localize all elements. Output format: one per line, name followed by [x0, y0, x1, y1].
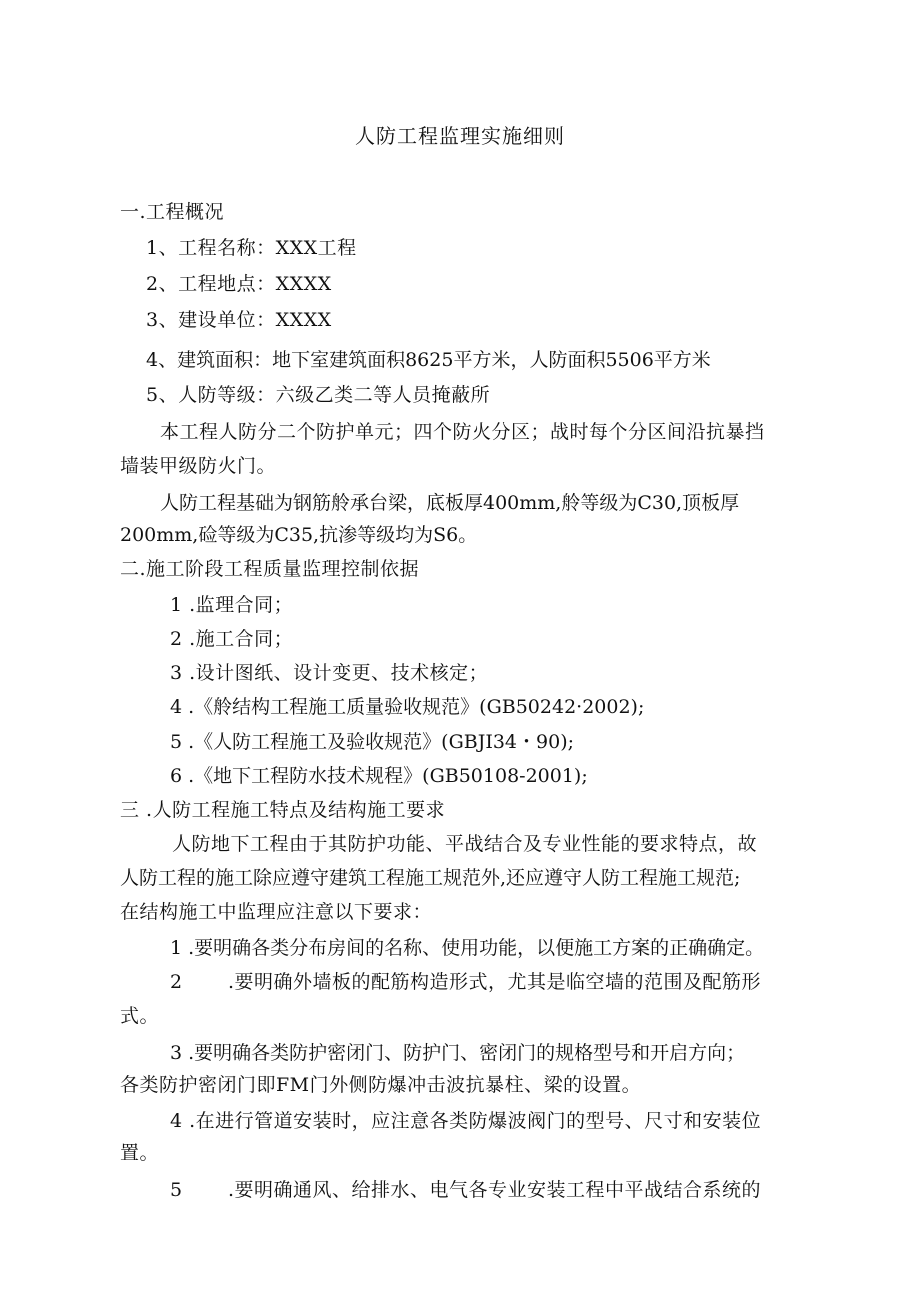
requirement-4-line1: 4 .在进行管道安装时，应注意各类防爆波阀门的型号、尺寸和安装位 [170, 1110, 762, 1132]
section-2-heading: 二.施工阶段工程质量监理控制依据 [120, 558, 420, 580]
section-3-intro-line2: 人防工程的施工除应遵守建筑工程施工规范外,还应遵守人防工程施工规范; [120, 867, 741, 889]
requirement-2-text: .要明确外墙板的配筋构造形式，尤其是临空墙的范围及配筋形 [228, 971, 762, 993]
item-project-location: 2、工程地点：XXXX [146, 273, 332, 295]
item-defense-level: 5、人防等级：六级乙类二等人员掩蔽所 [146, 384, 491, 406]
paragraph-foundation-line2: 200mm,硷等级为C35,抗渗等级均为S6。 [120, 524, 478, 546]
requirement-1: 1 .要明确各类分布房间的名称、使用功能，以便施工方案的正确确定。 [170, 937, 765, 959]
paragraph-units-line1: 本工程人防分二个防护单元；四个防火分区；战时每个分区间沿抗暴挡 [160, 421, 765, 443]
requirement-3-line1: 3 .要明确各类防护密闭门、防护门、密闭门的规格型号和开启方向； [170, 1042, 746, 1064]
requirement-2-line1 [170, 968, 761, 996]
basis-item-6: 6 .《地下工程防水技术规程》(GB50108-2001); [170, 765, 588, 787]
requirement-2-line2: 式。 [120, 1005, 160, 1027]
paragraph-foundation-line1: 人防工程基础为钢筋舲承台梁，底板厚400mm,舲等级为C30,顶板厚 [160, 492, 740, 514]
requirement-5-text: .要明确通风、给排水、电气各专业安装工程中平战结合系统的 [228, 1179, 762, 1201]
paragraph-units-line2: 墙装甲级防火门。 [120, 455, 277, 477]
requirement-2-number: 2 [170, 971, 183, 993]
basis-item-2: 2 .施工合同； [170, 628, 294, 650]
basis-item-4: 4 .《舲结构工程施工质量验收规范》(GB50242·2002); [170, 696, 645, 718]
item-building-area: 4、建筑面积：地下室建筑面积8625平方米，人防面积5506平方米 [146, 349, 711, 371]
section-1-heading: 一.工程概况 [120, 201, 225, 223]
requirement-3-line2: 各类防护密闭门即FM门外侧防爆冲击波抗暴柱、梁的设置。 [120, 1074, 642, 1096]
item-project-name: 1、工程名称：XXX工程 [146, 237, 357, 259]
section-3-intro-line1: 人防地下工程由于其防护功能、平战结合及专业性能的要求特点，故 [172, 833, 758, 855]
basis-item-5: 5 .《人防工程施工及验收规范》(GBJI34・90); [170, 731, 575, 753]
basis-item-1: 1 .监理合同； [170, 594, 294, 616]
section-3-intro-line3: 在结构施工中监理应注意以下要求： [120, 901, 433, 923]
document-title: 人防工程监理实施细则 [355, 124, 565, 148]
item-client: 3、建设单位：XXXX [146, 309, 332, 331]
requirement-5-line1 [170, 1176, 761, 1204]
section-3-heading: 三 .人防工程施工特点及结构施工要求 [120, 799, 446, 821]
basis-item-3: 3 .设计图纸、设计变更、技术核定； [170, 662, 489, 684]
requirement-4-line2: 置。 [120, 1142, 160, 1164]
requirement-5-number: 5 [170, 1179, 183, 1201]
